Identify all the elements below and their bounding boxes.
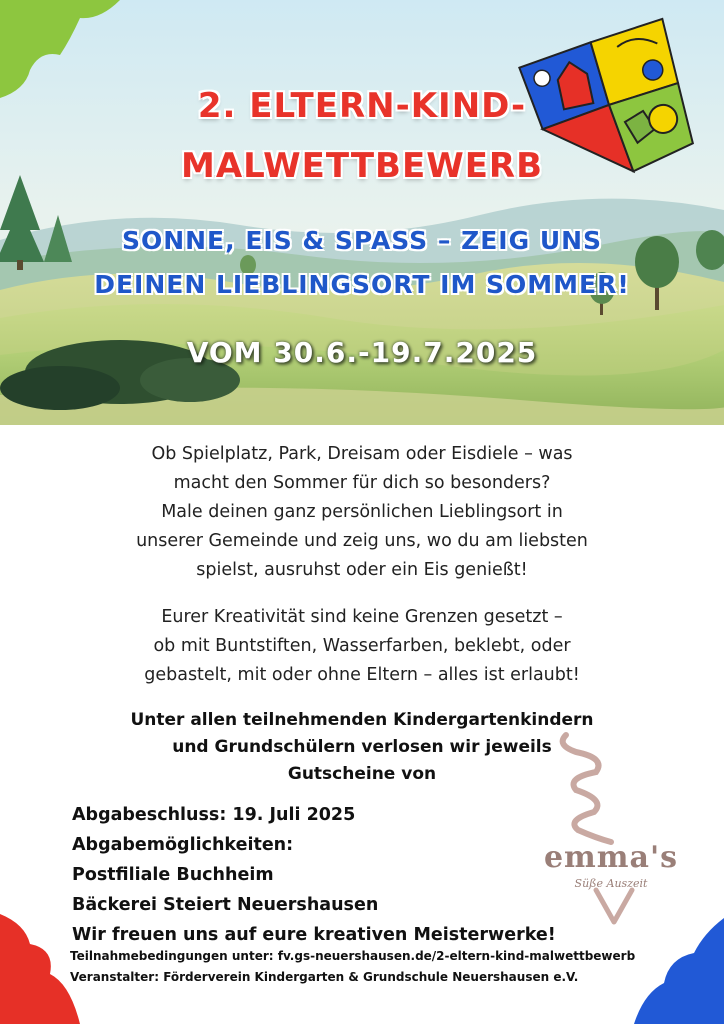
- creativity-line: ob mit Buntstiften, Wasserfarben, beklebt, oder: [153, 636, 571, 656]
- intro-line: spielst, ausruhst oder ein Eis genießt!: [196, 560, 528, 580]
- title-line-2: MALWETTBEWERB: [180, 146, 544, 186]
- creativity-line: Eurer Kreativität sind keine Grenzen gesetzt –: [161, 607, 563, 627]
- sponsor-logo: [536, 730, 686, 930]
- intro-line: unserer Gemeinde und zeig uns, wo du am liebsten: [136, 531, 588, 551]
- deadline: Abgabeschluss: 19. Juli 2025: [72, 805, 356, 825]
- date-range: VOM 30.6.-19.7.2025: [186, 336, 538, 369]
- sponsor-tagline: Süße Auszeit: [574, 877, 648, 890]
- submission-details: [72, 800, 556, 950]
- option-2: Bäckerei Steiert Neuershausen: [72, 895, 379, 915]
- prize-line: Unter allen teilnehmenden Kindergartenkindern: [130, 710, 594, 730]
- subtitle-line-1: SONNE, EIS & SPASS – ZEIG UNS: [121, 226, 603, 255]
- closing-line: Wir freuen uns auf eure kreativen Meisterwerke!: [72, 925, 556, 945]
- footer: [70, 946, 635, 988]
- intro-line: macht den Sommer für dich so besonders?: [173, 473, 551, 493]
- prize-line: und Grundschülern verlosen wir jeweils: [172, 737, 552, 757]
- sponsor-name: emma's: [543, 840, 679, 875]
- conditions-link[interactable]: Teilnahmebedingungen unter: fv.gs-neuershausen.de/2-eltern-kind-malwettbewerb: [70, 949, 636, 963]
- intro-line: Ob Spielplatz, Park, Dreisam oder Eisdiele – was: [151, 444, 573, 464]
- puzzle-corner-icon: [624, 918, 724, 1024]
- subtitle-line-2: DEINEN LIEBLINGSORT IM SOMMER!: [94, 270, 630, 299]
- options-label: Abgabemöglichkeiten:: [72, 835, 294, 855]
- intro-paragraph: [60, 440, 664, 585]
- puzzle-corner-icon: [0, 0, 130, 110]
- creativity-line: gebastelt, mit oder ohne Eltern – alles ist erlaubt!: [144, 665, 580, 685]
- prize-line: Gutscheine von: [287, 764, 437, 784]
- ice-cream-swirl-icon: [536, 730, 686, 930]
- intro-line: Male deinen ganz persönlichen Lieblingsort in: [161, 502, 563, 522]
- title-line-1: 2. ELTERN-KIND-: [197, 86, 527, 126]
- option-1: Postfiliale Buchheim: [72, 865, 274, 885]
- creativity-paragraph: [60, 603, 664, 690]
- organizer: Veranstalter: Förderverein Kindergarten & Grundschule Neuershausen e.V.: [70, 970, 579, 984]
